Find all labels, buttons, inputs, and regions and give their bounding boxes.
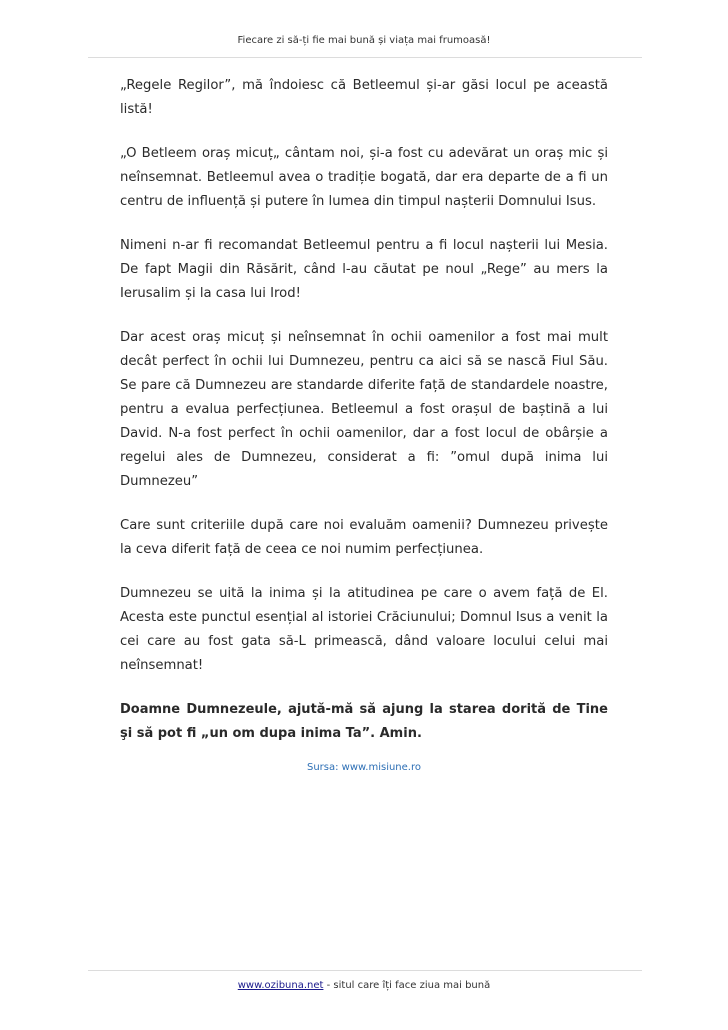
header-divider <box>88 57 642 58</box>
footer-tagline: - situl care îți face ziua mai bună <box>323 980 491 991</box>
paragraph-4: Dar acest oraș micuț și neînsemnat în ochii oamenilor a fost mai mult decât perfect în ochii lui Dumnezeu, pentru ca aici să se nască Fiul Său. Se pare că Dumnezeu are standarde diferite față de standardele noastre, pentru a evalua perfecțiunea. Betleemul a fost orașul de baștină a lui David. N-a fost perfect în ochii oamenilor, dar a fost locul de obârșie a regelui ales de Dumnezeu, considerat a fi: ”omul după inima lui Dumnezeu” <box>120 330 608 489</box>
paragraph-3: Nimeni n-ar fi recomandat Betleemul pentru a fi locul nașterii lui Mesia. De fapt Magii din Răsărit, când l-au căutat pe noul „Rege” au mers la Ierusalim și la casa lui Irod! <box>120 238 608 301</box>
article-body <box>120 74 608 773</box>
paragraph-5: Care sunt criteriile după care noi evaluăm oamenii? Dumnezeu privește la ceva diferit față de ceea ce noi numim perfecțiunea. <box>120 518 608 557</box>
footer-site-link[interactable]: www.ozibuna.net <box>237 980 324 991</box>
page-footer <box>0 980 728 991</box>
source-link[interactable]: Sursa: www.misiune.ro <box>306 762 421 773</box>
paragraph-1: „Regele Regilor”, mă îndoiesc că Betleemul și-ar găsi locul pe această listă! <box>120 78 608 117</box>
paragraph-2: „O Betleem oraș micuț„ cântam noi, și-a fost cu adevărat un oraș mic și neînsemnat. Betleemul avea o tradiție bogată, dar era departe de a fi un centru de influență și putere în lumea din timpul nașterii Domnului Isus. <box>120 146 608 209</box>
paragraph-6: Dumnezeu se uită la inima și la atitudinea pe care o avem față de El. Acesta este punctul esențial al istoriei Crăciunului; Domnul Isus a venit la cei care au fost gata să-L primească, dând valoare locului celui mai neînsemnat! <box>120 586 608 673</box>
prayer-paragraph: Doamne Dumnezeule, ajută-mă să ajung la starea dorită de Tine şi să pot fi „un om dupa inima Ta”. Amin. <box>120 702 608 741</box>
page-header: Fiecare zi să-ți fie mai bună și viața mai frumoasă! <box>237 35 491 46</box>
footer-divider <box>88 970 642 971</box>
